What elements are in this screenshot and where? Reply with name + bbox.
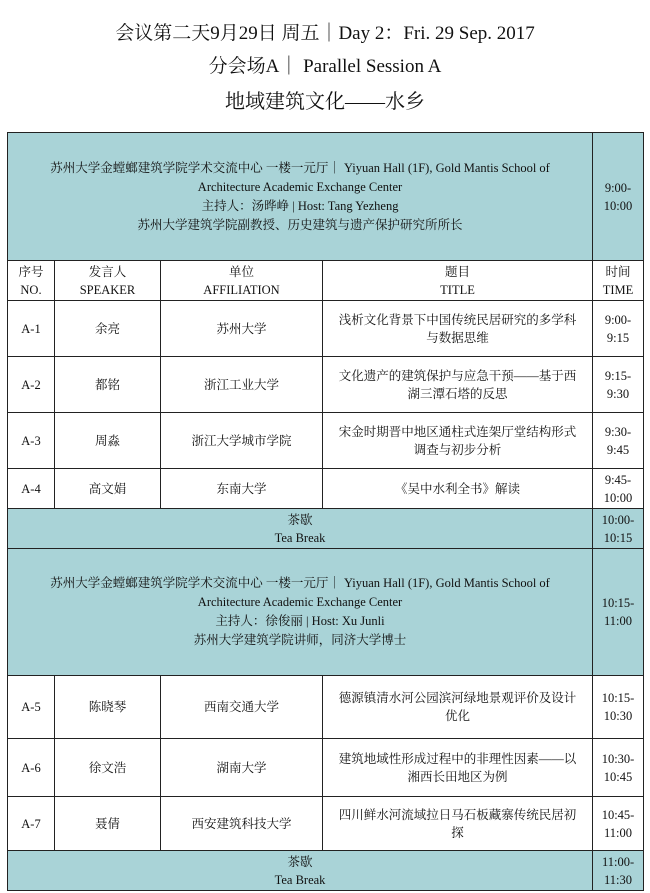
talk-no: A-1 [8,301,55,357]
talk-no: A-6 [8,739,55,797]
break-label: 茶歇 Tea Break [8,851,593,891]
talk-speaker: 高文娟 [55,469,161,509]
table-row [8,676,644,739]
host-title-line: 苏州大学建筑学院讲师，同济大学博士 [193,633,407,647]
host-line: 主持人：汤晔峥 | Host: Tang Yezheng [201,198,399,213]
venue-line: 苏州大学金螳螂建筑学院学术交流中心 一楼一元厅｜ Yiyuan Hall (1F), Gold Mantis School of [50,160,550,175]
column-header-row [8,261,644,301]
venue-line: 苏州大学金螳螂建筑学院学术交流中心 一楼一元厅｜ Yiyuan Hall (1F), Gold Mantis School of [50,576,550,590]
table-row [8,797,644,851]
talk-title: 《吴中水利全书》解读 [323,469,593,509]
talk-affiliation: 浙江大学城市学院 [161,413,323,469]
talk-speaker: 余亮 [55,301,161,357]
break-time: 10:00- 10:15 [593,509,644,549]
talk-affiliation: 西南交通大学 [161,676,323,739]
talk-affiliation: 东南大学 [161,469,323,509]
talk-title: 宋金时期晋中地区通柱式连架厅堂结构形式 调查与初步分析 [323,413,593,469]
break-label: 茶歇 Tea Break [8,509,593,549]
venue-line: Architecture Academic Exchange Center [197,595,403,609]
talk-no: A-4 [8,469,55,509]
table-row [8,739,644,797]
talk-time: 9:15- 9:30 [593,357,644,413]
talk-title: 德源镇清水河公园滨河绿地景观评价及设计 优化 [323,676,593,739]
talk-affiliation: 浙江工业大学 [161,357,323,413]
talk-time: 10:15- 10:30 [593,676,644,739]
host-line: 主持人：徐俊丽 | Host: Xu Junli [215,614,385,628]
col-speaker: 发言人 SPEAKER [55,261,161,301]
table-row [8,357,644,413]
session-header-row [8,549,644,676]
talk-speaker: 周淼 [55,413,161,469]
theme-heading: 地域建筑文化——水乡 [225,91,425,113]
col-time: 时间 TIME [593,261,644,301]
venue-line: Architecture Academic Exchange Center [197,179,403,194]
break-row [8,851,644,891]
session-header-row [8,133,644,261]
col-title: 题目 TITLE [323,261,593,301]
schedule-table [7,132,644,891]
talk-speaker: 陈晓琴 [55,676,161,739]
break-row [8,509,644,549]
talk-speaker: 聂倩 [55,797,161,851]
day-heading: 会议第二天9月29日 周五｜Day 2：Fri. 29 Sep. 2017 [115,23,535,44]
talk-time: 9:00- 9:15 [593,301,644,357]
table-row [8,301,644,357]
talk-affiliation: 湖南大学 [161,739,323,797]
session-heading: 分会场A｜ Parallel Session A [208,56,442,77]
session-time: 10:15- 11:00 [593,549,644,676]
talk-affiliation: 苏州大学 [161,301,323,357]
talk-time: 10:30- 10:45 [593,739,644,797]
talk-speaker: 都铭 [55,357,161,413]
talk-no: A-5 [8,676,55,739]
break-time: 11:00- 11:30 [593,851,644,891]
talk-title: 浅析文化背景下中国传统民居研究的多学科 与数据思维 [323,301,593,357]
session-info [8,133,593,261]
session-time: 9:00- 10:00 [593,133,644,261]
talk-time: 9:30- 9:45 [593,413,644,469]
talk-no: A-2 [8,357,55,413]
talk-title: 建筑地域性形成过程中的非理性因素——以 湘西长田地区为例 [323,739,593,797]
talk-no: A-7 [8,797,55,851]
col-no: 序号 NO. [8,261,55,301]
talk-no: A-3 [8,413,55,469]
talk-title: 文化遗产的建筑保护与应急干预——基于西 湖三潭石塔的反思 [323,357,593,413]
host-title-line: 苏州大学建筑学院副教授、历史建筑与遗产保护研究所所长 [137,217,463,232]
table-row [8,413,644,469]
talk-affiliation: 西安建筑科技大学 [161,797,323,851]
table-row [8,469,644,509]
talk-time: 10:45- 11:00 [593,797,644,851]
session-info [8,549,593,676]
talk-title: 四川鲜水河流域拉日马石板藏寨传统民居初 探 [323,797,593,851]
talk-time: 9:45- 10:00 [593,469,644,509]
col-affiliation: 单位 AFFILIATION [161,261,323,301]
talk-speaker: 徐文浩 [55,739,161,797]
